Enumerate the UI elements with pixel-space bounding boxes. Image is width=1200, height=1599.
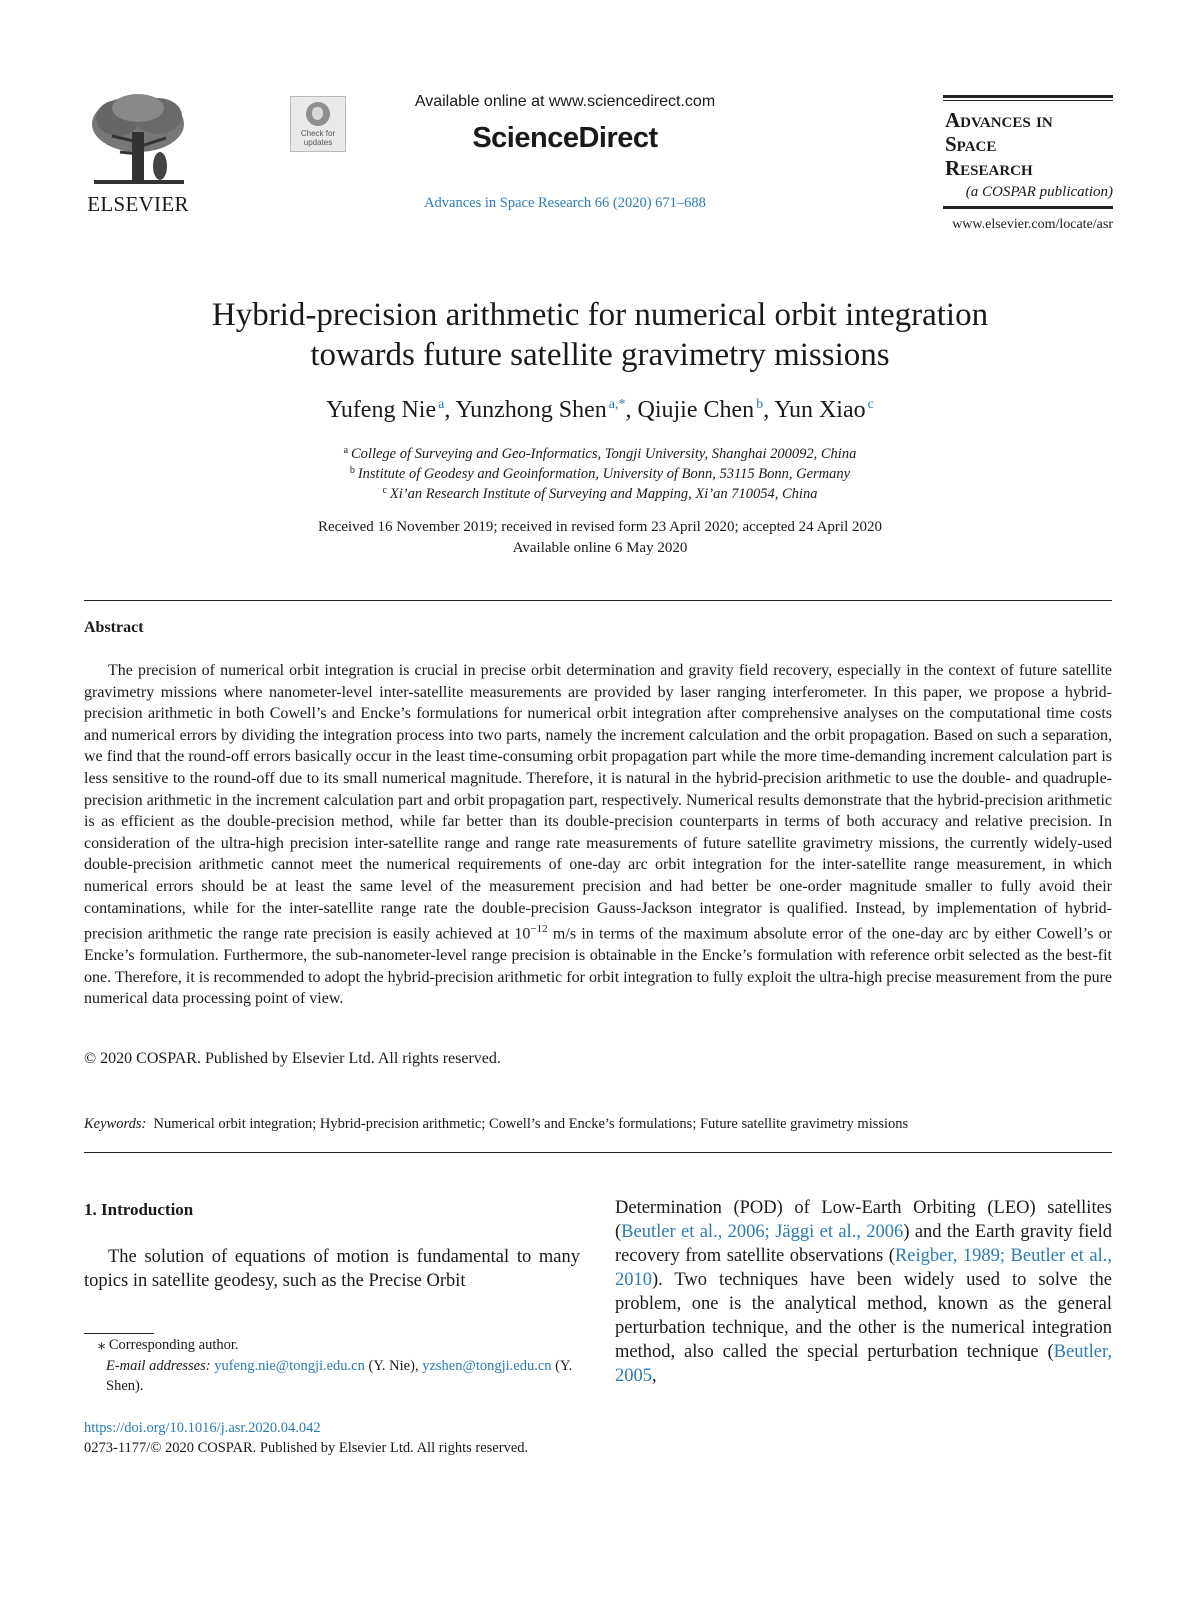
- citation-link[interactable]: Beutler, 2005: [615, 1342, 1112, 1386]
- journal-reference-link[interactable]: Advances in Space Research 66 (2020) 671–688: [424, 195, 706, 211]
- email-link-shen[interactable]: yzshen@tongji.edu.cn: [422, 1358, 552, 1374]
- affiliation-text: Institute of Geodesy and Geoinformation, University of Bonn, 53115 Bonn, Germany: [357, 466, 851, 482]
- email-owner: (Y. Shen).: [106, 1358, 573, 1394]
- affiliation-text: Xi’an Research Institute of Surveying and Mapping, Xi’an 710054, China: [389, 486, 818, 502]
- abstract-exponent: −12: [530, 923, 548, 936]
- journal-name-line3: Research: [945, 156, 1033, 180]
- bookmark-icon: [306, 102, 330, 126]
- author-name[interactable]: Yunzhong Shen: [455, 397, 607, 423]
- citation-link[interactable]: Reigber, 1989; Beutler et al., 2010: [615, 1246, 1112, 1290]
- author-name[interactable]: Yufeng Nie: [326, 397, 437, 423]
- corresponding-author-note: ⁎ Corresponding author.: [98, 1337, 239, 1353]
- elsevier-tree-logo: [82, 92, 194, 192]
- citation-link[interactable]: Beutler et al., 2006; Jäggi et al., 2006: [621, 1222, 904, 1242]
- footnote-rule: [84, 1333, 154, 1334]
- author-affiliation-marker[interactable]: c: [867, 397, 874, 412]
- abstract-top-rule: [84, 600, 1112, 601]
- author-separator: ,: [625, 397, 638, 423]
- journal-subtitle: (a COSPAR publication): [965, 184, 1113, 200]
- affiliation-text: College of Surveying and Geo-Informatics, Tongji University, Shanghai 200092, China: [351, 446, 857, 462]
- article-history: [90, 517, 1110, 559]
- author-separator: ,: [763, 397, 775, 423]
- intro-text: ,: [652, 1366, 657, 1386]
- available-online-date: Available online 6 May 2020: [512, 540, 688, 556]
- email-owner: (Y. Nie),: [364, 1358, 423, 1374]
- email-addresses: [84, 1356, 584, 1396]
- intro-paragraph-right: [615, 1196, 1112, 1388]
- section-heading-introduction: 1. Introduction: [84, 1200, 194, 1219]
- abstract-copyright: © 2020 COSPAR. Published by Elsevier Ltd. All rights reserved.: [84, 1050, 501, 1067]
- keywords: [84, 1116, 1112, 1133]
- journal-name-line1: Advances in: [945, 108, 1053, 132]
- abstract-text-cont: m/s in terms of the maximum absolute error of the one-day arc by either Cowell’s or Encke’s formulation. Furthermore, the sub-nanometer-level range precision is obtainable in the Encke’s formulation with reference orbit selected as the best-fit one. Therefore, it is recommended to adopt the hybrid-precision arithmetic for orbit integration to fully exploit the ultra-high precise measurement from the pure numerical data processing point of view.: [84, 925, 1112, 1008]
- publisher-name: ELSEVIER: [87, 192, 189, 216]
- received-dates: Received 16 November 2019; received in revised form 23 April 2020; accepted 24 April 2020: [317, 519, 882, 535]
- affiliation-marker: c: [382, 485, 387, 496]
- intro-text: Determination (POD) of Low-Earth Orbiting (LEO) satellites (: [615, 1198, 1112, 1242]
- affiliation-marker: b: [349, 465, 355, 476]
- journal-url-link[interactable]: www.elsevier.com/locate/asr: [952, 217, 1113, 232]
- affiliation-b: [90, 466, 1110, 483]
- journal-top-rule: [943, 95, 1113, 98]
- affiliation-marker: a: [343, 445, 349, 456]
- journal-bottom-rule: [943, 206, 1113, 209]
- author-separator: ,: [444, 397, 456, 423]
- check-for-updates-label: Check for updates: [300, 129, 336, 147]
- author-list: [90, 397, 1110, 424]
- keywords-label: Keywords:: [84, 1116, 147, 1132]
- affiliation-c: [90, 486, 1110, 503]
- intro-text: ) and the Earth gravity field recovery from satellite observations (: [615, 1222, 1112, 1266]
- abstract-body: [84, 660, 1112, 1010]
- issn-copyright: 0273-1177/© 2020 COSPAR. Published by Elsevier Ltd. All rights reserved.: [84, 1440, 529, 1456]
- author-name[interactable]: Qiujie Chen: [637, 397, 755, 423]
- author-name[interactable]: Yun Xiao: [774, 397, 866, 423]
- email-label: E-mail addresses:: [106, 1358, 211, 1374]
- keywords-text: Numerical orbit integration; Hybrid-precision arithmetic; Cowell’s and Encke’s formulations; Future satellite gravimetry missions: [153, 1116, 909, 1132]
- author-affiliation-marker[interactable]: b: [756, 397, 764, 412]
- intro-text: ). Two techniques have been widely used to solve the problem, one is the analytical method, known as the general perturbation technique, and the other is the numerical integration method, also called the special perturbation technique (: [615, 1270, 1112, 1362]
- journal-name-line2: Space: [945, 132, 997, 156]
- available-online-text: Available online at www.sciencedirect.com: [414, 93, 716, 110]
- journal-top-rule-thin: [943, 100, 1113, 101]
- paper-title-line1: Hybrid-precision arithmetic for numerical orbit integration: [211, 297, 989, 333]
- doi-link[interactable]: https://doi.org/10.1016/j.asr.2020.04.042: [84, 1420, 321, 1436]
- abstract-heading: Abstract: [84, 619, 144, 636]
- email-link-nie[interactable]: yufeng.nie@tongji.edu.cn: [214, 1358, 365, 1374]
- author-affiliation-marker[interactable]: a,*: [608, 397, 626, 412]
- paper-title: [90, 295, 1110, 375]
- affiliation-a: [90, 446, 1110, 463]
- paper-title-line2: towards future satellite gravimetry missions: [310, 337, 890, 373]
- intro-paragraph-left: The solution of equations of motion is fundamental to many topics in satellite geodesy, such as the Precise Orbit: [84, 1247, 580, 1291]
- sciencedirect-logo[interactable]: ScienceDirect: [472, 122, 658, 154]
- abstract-text: The precision of numerical orbit integration is crucial in precise orbit determination and gravity field recovery, especially in the context of future satellite gravimetry missions where nanometer-level inter-satellite measurements are provided by laser ranging interferometer. In this paper, we propose a hybrid-precision arithmetic in both Cowell’s and Encke’s formulations for numerical orbit integration after comprehensive analyses on the computational time costs and numerical errors by dividing the integration process into two parts, namely the increment calculation and the orbit propagation. Based on such a separation, we find that the round-off errors basically occur in the least time-consuming orbit propagation part while the more time-demanding increment calculation part is less sensitive to the round-off due to its small numerical magnitude. Therefore, it is natural in the hybrid-precision arithmetic to use the double- and quadruple-precision arithmetic in the increment calculation part and orbit propagation part, respectively. Numerical results demonstrate that the hybrid-precision arithmetic is as efficient as the double-precision method, while far better than its double-precision counterparts in terms of both accuracy and relative precision. In consideration of the ultra-high precision inter-satellite range and range rate measurements of future satellite gravimetry missions, the currently widely-used double-precision arithmetic cannot meet the numerical requirements of one-day arc orbit integration for the inter-satellite range measurement, in which numerical errors should be at least the same level of the measurement precision and had better be one-order magnitude smaller to fully avoid their contaminations, while for the inter-satellite range rate the double-precision Gauss-Jackson integrator is qualified. Instead, by implementation of hybrid-precision arithmetic the range rate precision is easily achieved at 10: [84, 662, 1112, 943]
- journal-name: [945, 108, 1115, 180]
- author-affiliation-marker[interactable]: a: [438, 397, 445, 412]
- keywords-bottom-rule: [84, 1152, 1112, 1153]
